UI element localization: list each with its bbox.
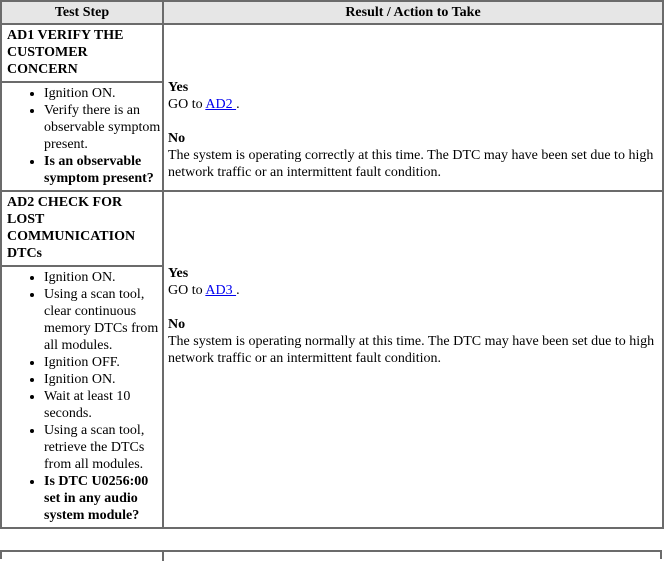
yes-label: Yes — [168, 266, 189, 281]
yes-action-text: GO to — [168, 283, 206, 298]
yes-action — [168, 282, 658, 299]
result-cell — [163, 24, 663, 191]
test-step-cell — [1, 24, 163, 191]
yes-action — [168, 96, 658, 113]
step-question: • Is an observable symptom present? — [44, 153, 162, 187]
step-action-list — [2, 83, 162, 190]
test-step-cell — [1, 191, 163, 528]
step-title: AD1 VERIFY THE CUSTOMER CONCERN — [2, 25, 162, 83]
header-row — [1, 1, 663, 24]
step-action: • Using a scan tool, retrieve the DTCs from all modules. — [44, 422, 162, 473]
result-header: Result / Action to Take — [163, 1, 663, 24]
step-action: • Ignition OFF. — [44, 354, 162, 371]
yes-action-period: . — [236, 283, 240, 298]
test-step-header: Test Step — [1, 1, 163, 24]
next-row-stub — [0, 550, 662, 559]
yes-action-text: GO to — [168, 97, 206, 112]
step-action-list — [2, 267, 162, 527]
step-action: • Using a scan tool, clear continuous memory DTCs from all modules. — [44, 286, 162, 354]
step-action: • Wait at least 10 seconds. — [44, 388, 162, 422]
goto-ad2-link[interactable]: AD2 — [205, 97, 237, 112]
step-action: • Ignition ON. — [44, 85, 162, 102]
step-action: • Ignition ON. — [44, 269, 162, 286]
step-action: • Ignition ON. — [44, 371, 162, 388]
goto-ad3-link[interactable]: AD3 — [205, 283, 237, 298]
step-question: • Is DTC U0256:00 set in any audio system module? — [44, 473, 162, 524]
result-cell — [163, 191, 663, 528]
step-row-ad1 — [1, 24, 663, 191]
no-action-text: The system is operating normally at this time. The DTC may have been set due to high network traffic or an intermittent fault condition. — [168, 334, 655, 366]
no-label: No — [168, 131, 186, 146]
no-label: No — [168, 317, 186, 332]
no-action-text: The system is operating correctly at this time. The DTC may have been set due to high network traffic or an intermittent fault condition. — [168, 148, 654, 180]
step-row-ad2 — [1, 191, 663, 528]
step-action: • Verify there is an observable symptom present. — [44, 102, 162, 153]
yes-label: Yes — [168, 80, 189, 95]
step-title: AD2 CHECK FOR LOST COMMUNICATION DTCs — [2, 192, 162, 267]
yes-action-period: . — [236, 97, 240, 112]
